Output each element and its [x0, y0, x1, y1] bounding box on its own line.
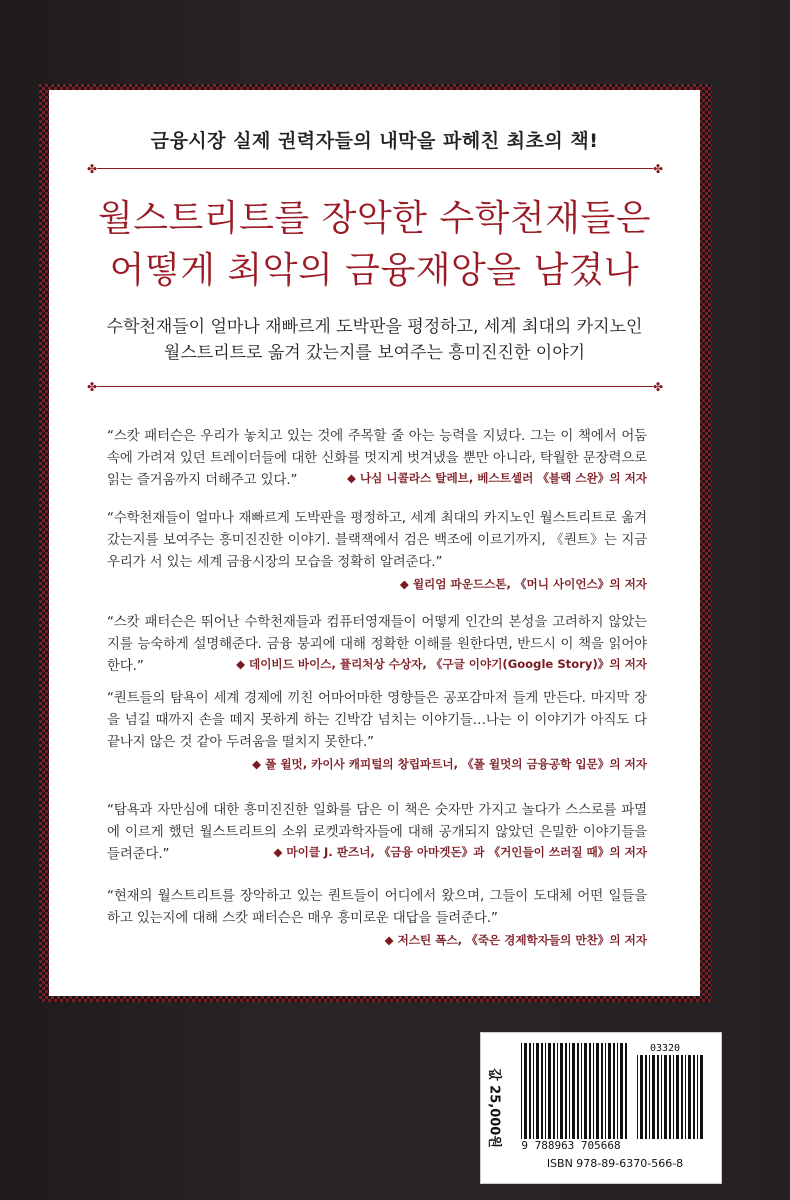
- barcode-bar: [577, 1043, 579, 1139]
- barcode-bar: [605, 1043, 606, 1139]
- quote-text: “수학천재들이 얼마나 재빠르게 도박판을 평정하고, 세계 최대의 카지노인 월스트리트로 옮겨 갔는지를 보여주는 흥미진진한 이야기. 블랙잭에서 검은 백조에 이르기까지, 《퀀트》는 지금 우리가 서 있는 세계 금융시장의 모습을 정확히 알려준다.”: [107, 511, 647, 570]
- barcode-bar: [700, 1055, 703, 1139]
- ornament-flourish-icon: ✤: [86, 380, 98, 394]
- barcode-bar: [536, 1043, 539, 1139]
- barcode-bar: [553, 1043, 555, 1139]
- content-panel: [49, 90, 700, 996]
- barcode-bar: [608, 1043, 611, 1139]
- quote-text: “스캇 패터슨은 뛰어난 수학천재들과 컴퓨터영재들이 어떻게 인간의 본성을 고려하지 않았는지를 능숙하게 설명해준다. 금융 붕괴에 대해 정확한 이해를 원한다면, 반드시 이 책을 읽어야 한다.”: [107, 615, 647, 674]
- headline-line-2: 어떻게 최악의 금융재앙을 남겼나: [109, 250, 640, 291]
- barcode-bar: [661, 1055, 662, 1139]
- subhead-line-2: 월스트리트로 옮겨 갔는지를 보여주는 흥미진진한 이야기: [163, 343, 586, 363]
- endorsement-quote: [107, 508, 647, 592]
- barcode-bar: [645, 1055, 647, 1139]
- barcode-graphic: [515, 1039, 715, 1179]
- barcode-bar: [569, 1043, 570, 1139]
- ornament-flourish-icon: ✤: [86, 162, 98, 176]
- barcode-bar: [557, 1043, 558, 1139]
- barcode-bar: [657, 1055, 659, 1139]
- barcode-bar: [620, 1043, 623, 1139]
- quote-attribution: ◆ 윌리엄 파운드스톤, 《머니 사이언스》의 저자: [399, 577, 647, 591]
- isbn-text: ISBN 978-89-6370-566-8: [546, 1157, 684, 1170]
- barcode-bar: [664, 1055, 667, 1139]
- barcode-bar: [593, 1043, 594, 1139]
- barcode-bar: [541, 1043, 543, 1139]
- barcode-bar: [545, 1043, 546, 1139]
- barcode-bar: [652, 1055, 655, 1139]
- barcode-bar: [521, 1043, 522, 1139]
- barcode-bar: [640, 1055, 643, 1139]
- quote-text: “탐욕과 자만심에 대한 흥미진진한 일화를 담은 이 책은 숫자만 가지고 놀다가 스스로를 파멸에 이르게 했던 월스트리트의 소위 로켓과학자들에 대해 공개되지 않았던 은밀한 이야기들을 들려준다.”: [107, 803, 647, 862]
- barcode-bar: [565, 1043, 567, 1139]
- subhead-line-1: 수학천재들이 얼마나 재빠르게 도박판을 평정하고, 세계 최대의 카지노인: [106, 317, 643, 337]
- barcode-bar: [649, 1055, 650, 1139]
- addon-digits: 03320: [649, 1043, 681, 1054]
- ornament-divider-bottom: [85, 380, 665, 394]
- quote-attribution: ◆ 데이비드 바이스, 퓰리처상 수상자, 《구글 이야기(Google Story)》의 저자: [236, 657, 647, 671]
- quote-attribution: ◆ 나심 니콜라스 탈레브, 베스트셀러 《블랙 스완》의 저자: [347, 471, 647, 485]
- divider-line: [97, 386, 653, 387]
- endorsement-quote: [107, 612, 647, 678]
- barcode-bar: [613, 1043, 615, 1139]
- addon-barcode-bars: [637, 1055, 703, 1139]
- ornament-divider-top: [85, 162, 665, 176]
- endorsement-quote: [107, 426, 647, 492]
- barcode-bar: [637, 1055, 638, 1139]
- quote-attribution: ◆ 폴 윌멋, 카이사 캐피털의 창립파트너, 《폴 윌멋의 금융공학 입문》의 저자: [252, 757, 647, 771]
- quote-text: “스캇 패터슨은 우리가 놓치고 있는 것에 주목할 줄 아는 능력을 지녔다. 그는 이 책에서 어둠 속에 가려져 있던 트레이더들에 대한 신화를 멋지게 벗겨냈을 뿐만 아니라, 탁월한 문장력으로 읽는 즐거움까지 더해주고 있다.”: [107, 429, 647, 488]
- barcode-bar: [688, 1055, 691, 1139]
- endorsement-quote: [107, 688, 647, 772]
- barcode-bar: [617, 1043, 618, 1139]
- divider-line: [97, 168, 653, 169]
- barcode-bar: [685, 1055, 686, 1139]
- quote-attribution: ◆ 마이클 J. 판즈너, 《금융 아마겟돈》과 《거인들이 쓰러질 때》의 저자: [273, 845, 647, 859]
- barcode-bar: [584, 1043, 587, 1139]
- barcode-sticker: [480, 1032, 722, 1184]
- barcode-bar: [524, 1043, 527, 1139]
- quote-attribution: ◆ 저스틴 폭스, 《죽은 경제학자들의 만찬》의 저자: [384, 933, 647, 947]
- tagline: 금융시장 실제 권력자들의 내막을 파헤친 최초의 책!: [150, 130, 599, 152]
- barcode-bar: [560, 1043, 563, 1139]
- quote-text: “퀀트들의 탐욕이 세계 경제에 끼친 어마어마한 영향들은 공포감마저 들게 만든다. 마지막 장을 넘길 때까지 손을 떼지 못하게 하는 긴박감 넘치는 이야기들…나는 이 이야기가 아직도 다 끝나지 않은 것 같아 두려움을 떨치지 못한다.”: [107, 691, 647, 750]
- barcode-bar: [548, 1043, 551, 1139]
- barcode-bar: [581, 1043, 582, 1139]
- price-label: [481, 1033, 511, 1183]
- barcode-bar: [596, 1043, 599, 1139]
- endorsement-quote: [107, 886, 647, 948]
- price-text: 값 25,000원: [486, 1068, 502, 1148]
- ean-digits: 9 788963 705668: [521, 1139, 621, 1152]
- quote-text: “현재의 월스트리트를 장악하고 있는 퀀트들이 어디에서 왔으며, 그들이 도대체 어떤 일들을 하고 있는지에 대해 스캇 패터슨은 매우 흥미로운 대답을 들려준다.”: [107, 889, 647, 926]
- barcode-bar: [681, 1055, 683, 1139]
- ean-barcode-bars: [521, 1043, 627, 1139]
- barcode-bar: [601, 1043, 603, 1139]
- barcode-bar: [529, 1043, 531, 1139]
- barcode-bar: [693, 1055, 695, 1139]
- barcode-bar: [697, 1055, 698, 1139]
- barcode-bar: [572, 1043, 575, 1139]
- barcode-bar: [625, 1043, 627, 1139]
- barcode-bar: [533, 1043, 534, 1139]
- ornament-flourish-icon: ✤: [652, 162, 664, 176]
- endorsement-quote: [107, 800, 647, 866]
- barcode-bar: [676, 1055, 679, 1139]
- barcode-bar: [589, 1043, 591, 1139]
- barcode-bar: [673, 1055, 674, 1139]
- headline-line-1: 월스트리트를 장악한 수학천재들은: [97, 198, 652, 239]
- barcode-bar: [669, 1055, 671, 1139]
- ornament-flourish-icon: ✤: [652, 380, 664, 394]
